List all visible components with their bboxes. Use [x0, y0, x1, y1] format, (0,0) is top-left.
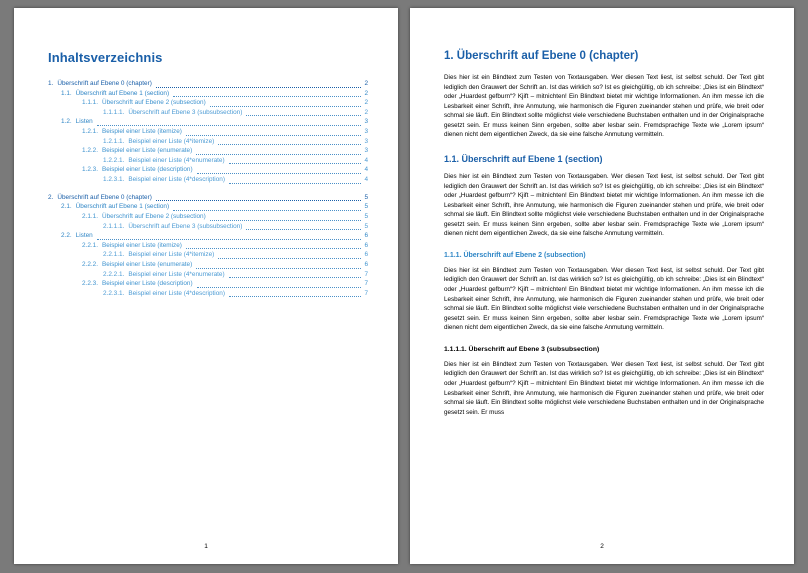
toc-entry[interactable] [48, 279, 368, 289]
toc-entry-number: 2.2.2.1. [103, 270, 125, 278]
toc-entry-page: 6 [364, 251, 368, 259]
subsection-heading: 1.1.1. Überschrift auf Ebene 2 (subsection) [444, 251, 586, 259]
content-body [444, 50, 764, 524]
toc-leader-dots [173, 96, 361, 97]
toc-leader-dots [210, 106, 362, 107]
toc-entry-text: Beispiel einer Liste (4*enumerate) [128, 156, 225, 164]
toc-entry-number: 2.1. [61, 203, 72, 211]
toc-entry[interactable] [48, 175, 368, 185]
toc-entry-text: Beispiel einer Liste (description) [102, 280, 193, 288]
toc-entry-number: 2.2.3. [82, 280, 98, 288]
toc-entry-page: 3 [364, 137, 368, 145]
toc-entry[interactable] [48, 117, 368, 127]
toc-entry[interactable] [48, 231, 368, 241]
chapter-heading: 1. Überschrift auf Ebene 0 (chapter) [444, 50, 639, 62]
toc-entry-page: 5 [364, 212, 368, 220]
toc-entry-text: Listen [75, 118, 93, 126]
toc-entry[interactable] [48, 146, 368, 156]
page-number-left: 1 [204, 543, 208, 550]
toc-entry-number: 2.1.1. [82, 212, 98, 220]
toc-entry[interactable] [48, 212, 368, 222]
toc-leader-dots [246, 229, 361, 230]
page-toc [14, 8, 398, 564]
toc-entry-number: 1.2.1.1. [103, 137, 125, 145]
toc-leader-dots [197, 287, 362, 288]
toc-entry-text: Überschrift auf Ebene 1 (section) [75, 89, 170, 97]
toc-entry-page: 5 [364, 193, 368, 201]
toc-leader-dots [229, 183, 361, 184]
toc-entry-text: Überschrift auf Ebene 0 (chapter) [57, 80, 152, 87]
toc-entry[interactable] [48, 270, 368, 280]
toc-entry-page: 6 [364, 232, 368, 240]
toc-leader-dots [229, 163, 362, 164]
subsubsection-paragraph: Dies hier ist ein Blindtext zum Testen von Textausgaben. Wer diesen Text liest, ist selbst schuld. Der Text gibt lediglich den Grauwert der Schrift an. Ist das wirklich so? Ist es gleichgültig, ob ich schreibe: „Dies ist ein Blindtext“ oder „Huardest gefburn“? Kjift – mitnichten! Ein Blindtext bietet mir wichtige Informationen. An ihm messe ich die Lesbarkeit einer Schrift, ihre Anmutung, wie harmonisch die Figuren zueinander stehen und prüfe, wie breit oder schmal sie läuft. Ein Blindtext sollte möglichst viele verschiedene Buchstaben enthalten und in der Originalsprache gesetzt sein. Er muss [444, 360, 764, 416]
toc-entry[interactable] [48, 79, 368, 89]
toc-entry-text: Überschrift auf Ebene 3 (subsubsection) [128, 108, 243, 116]
toc-entry-text: Beispiel einer Liste (4*description) [128, 289, 225, 297]
toc-entry[interactable] [48, 165, 368, 175]
toc-entry-page: 6 [364, 260, 368, 268]
toc-entry-page: 4 [364, 176, 368, 184]
chapter-paragraph: Dies hier ist ein Blindtext zum Testen von Textausgaben. Wer diesen Text liest, ist selbst schuld. Der Text gibt lediglich den Grauwert der Schrift an. Ist das wirklich so? Ist es gleichgültig, ob ich schreibe: „Dies ist ein Blindtext“ oder „Huardest gefburn“? Kjift – mitnichten! Ein Blindtext bietet mir wichtige Informationen. An ihm messe ich die Lesbarkeit einer Schrift, ihre Anmutung, wie harmonisch die Figuren zueinander stehen und prüfe, wie breit oder schmal sie läuft. Ein Blindtext sollte möglichst viele verschiedene Buchstaben enthalten und in der Originalsprache gesetzt sein. Er muss keinen Sinn ergeben, sollte aber lesbar sein. Fremdsprachige Texte wie „Lorem ipsum“ dienen nicht dem eigentlichen Zweck, da sie eine falsche Anmutung vermitteln. [444, 74, 764, 139]
page-content [410, 8, 794, 564]
toc-entry-page: 7 [364, 270, 368, 278]
toc-leader-dots [97, 125, 362, 126]
toc-entry-number: 1.2.3.1. [103, 176, 125, 184]
toc-leader-dots [173, 210, 361, 211]
toc-entry-number: 2. [48, 193, 54, 201]
toc-entry-page: 5 [364, 203, 368, 211]
toc-entry-text: Listen [75, 232, 93, 240]
toc-heading: Inhaltsverzeichnis [48, 50, 163, 65]
subsubsection-heading: 1.1.1.1. Überschrift auf Ebene 3 (subsubsection) [444, 345, 600, 353]
toc-entry-text: Überschrift auf Ebene 2 (subsection) [102, 99, 206, 107]
toc-entry-page: 3 [364, 128, 368, 136]
toc-entry-number: 1. [48, 80, 54, 87]
toc-entry[interactable] [48, 137, 368, 147]
toc-leader-dots [196, 154, 361, 155]
toc-leader-dots [229, 277, 362, 278]
toc-entry-page: 2 [364, 108, 368, 116]
toc-entry-page: 7 [364, 289, 368, 297]
toc-entry-text: Beispiel einer Liste (4*description) [128, 176, 225, 184]
toc-entry[interactable] [48, 260, 368, 270]
toc-entry[interactable] [48, 222, 368, 232]
toc-entry-page: 3 [364, 118, 368, 126]
toc-entry[interactable] [48, 241, 368, 251]
toc-entry-number: 1.1.1. [82, 99, 98, 107]
toc-entry-number: 2.2.1. [82, 241, 98, 249]
toc-entry-text: Beispiel einer Liste (4*enumerate) [128, 270, 225, 278]
toc-entry-number: 1.2.2.1. [103, 156, 125, 164]
toc-entry[interactable] [48, 108, 368, 118]
toc-entry-number: 1.1. [61, 89, 72, 97]
toc-entry-text: Überschrift auf Ebene 0 (chapter) [57, 193, 152, 201]
toc-entry-text: Beispiel einer Liste (itemize) [102, 241, 182, 249]
toc-spacer [48, 185, 368, 192]
toc-leader-dots [156, 200, 362, 201]
toc-entry-page: 5 [364, 222, 368, 230]
toc-entry-number: 1.2. [61, 118, 72, 126]
toc-entry-number: 1.2.3. [82, 166, 98, 174]
toc-entry-page: 6 [364, 241, 368, 249]
toc-entry-text: Beispiel einer Liste (description) [102, 166, 193, 174]
toc-leader-dots [186, 248, 362, 249]
toc-entry-number: 2.2.2. [82, 260, 98, 268]
toc-entry-text: Überschrift auf Ebene 3 (subsubsection) [128, 222, 243, 230]
toc-entry-page: 3 [364, 147, 368, 155]
toc-entry-number: 2.1.1.1. [103, 222, 125, 230]
section-heading: 1.1. Überschrift auf Ebene 1 (section) [444, 153, 603, 164]
toc-leader-dots [246, 115, 361, 116]
section-paragraph: Dies hier ist ein Blindtext zum Testen von Textausgaben. Wer diesen Text liest, ist selbst schuld. Der Text gibt lediglich den Grauwert der Schrift an. Ist das wirklich so? Ist es gleichgültig, ob ich schreibe: „Dies ist ein Blindtext“ oder „Huardest gefburn“? Kjift – mitnichten! Ein Blindtext bietet mir wichtige Informationen. An ihm messe ich die Lesbarkeit einer Schrift, ihre Anmutung, wie harmonisch die Figuren zueinander stehen und prüfe, wie breit oder schmal sie läuft. Ein Blindtext sollte möglichst viele verschiedene Buchstaben enthalten und in der Originalsprache gesetzt sein. Er muss keinen Sinn ergeben, sollte aber lesbar sein. Fremdsprachige Texte wie „Lorem ipsum“ dienen nicht dem eigentlichen Zweck, da sie eine falsche Anmutung vermitteln. [444, 172, 764, 238]
toc-entry-number: 2.2.3.1. [103, 289, 125, 297]
toc-leader-dots [218, 144, 361, 145]
toc-entry-number: 1.2.1. [82, 128, 98, 136]
toc-entry-text: Beispiel einer Liste (4*itemize) [128, 137, 215, 145]
toc-leader-dots [156, 87, 362, 88]
toc-entry-page: 4 [364, 156, 368, 164]
toc-entry-number: 1.1.1.1. [103, 108, 125, 116]
toc-entry-list [48, 79, 368, 298]
toc-entry[interactable] [48, 98, 368, 108]
toc-entry-page: 2 [364, 80, 368, 87]
toc-entry[interactable] [48, 127, 368, 137]
toc-entry[interactable] [48, 89, 368, 99]
toc-entry-page: 7 [364, 280, 368, 288]
toc-leader-dots [229, 296, 361, 297]
toc-leader-dots [210, 220, 362, 221]
toc-entry-text: Überschrift auf Ebene 1 (section) [75, 203, 170, 211]
toc-entry-number: 2.2.1.1. [103, 251, 125, 259]
toc-entry-page: 2 [364, 99, 368, 107]
toc-entry[interactable] [48, 202, 368, 212]
toc-leader-dots [218, 258, 361, 259]
page-number-right: 2 [600, 543, 604, 550]
toc-leader-dots [97, 239, 362, 240]
toc-entry[interactable] [48, 156, 368, 166]
toc-leader-dots [196, 268, 361, 269]
toc-entry[interactable] [48, 193, 368, 203]
toc-entry-number: 2.2. [61, 232, 72, 240]
toc-entry-text: Beispiel einer Liste (itemize) [102, 128, 182, 136]
toc-leader-dots [186, 135, 362, 136]
toc-entry[interactable] [48, 289, 368, 299]
toc-leader-dots [197, 173, 362, 174]
toc-entry-page: 4 [364, 166, 368, 174]
subsection-paragraph: Dies hier ist ein Blindtext zum Testen von Textausgaben. Wer diesen Text liest, ist selbst schuld. Der Text gibt lediglich den Grauwert der Schrift an. Ist das wirklich so? Ist es gleichgültig, ob ich schreibe: „Dies ist ein Blindtext“ oder „Huardest gefburn“? Kjift – mitnichten! Ein Blindtext bietet mir wichtige Informationen. An ihm messe ich die Lesbarkeit einer Schrift, ihre Anmutung, wie harmonisch die Figuren zueinander stehen und prüfe, wie breit oder schmal sie läuft. Ein Blindtext sollte möglichst viele verschiedene Buchstaben enthalten und in der Originalsprache gesetzt sein. Er muss keinen Sinn ergeben, sollte aber lesbar sein. Fremdsprachige Texte wie „Lorem ipsum“ dienen nicht dem eigentlichen Zweck, da sie eine falsche Anmutung vermitteln. [444, 266, 764, 332]
toc-entry-page: 2 [364, 89, 368, 97]
toc-entry[interactable] [48, 250, 368, 260]
toc-body [48, 50, 368, 524]
toc-entry-text: Beispiel einer Liste (4*itemize) [128, 251, 215, 259]
toc-entry-text: Überschrift auf Ebene 2 (subsection) [102, 212, 206, 220]
toc-entry-text: Beispiel einer Liste (enumerate) [102, 260, 193, 268]
toc-entry-number: 1.2.2. [82, 147, 98, 155]
toc-entry-text: Beispiel einer Liste (enumerate) [102, 147, 193, 155]
